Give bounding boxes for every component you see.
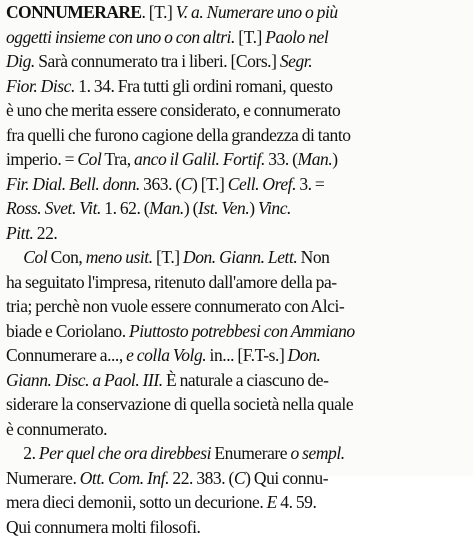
italic-text: Fir. Dial. Bell. donn. [6, 174, 140, 194]
entry-text: 22. 383. ( [169, 468, 234, 488]
italic-text: Per quel che ora direbbesi [39, 443, 211, 463]
italic-text: Cell. Oref. [228, 174, 296, 194]
entry-line [6, 0, 466, 25]
entry-line [6, 74, 466, 99]
italic-text: Giann. Disc. a Paol. III. [6, 370, 163, 390]
entry-text: ha seguitato l'impresa, ritenuto dall'amore della pa- [6, 272, 337, 292]
entry-line [6, 490, 466, 515]
entry-text: [T.] [235, 27, 265, 47]
entry-text: È naturale a ciascuno de- [163, 370, 329, 390]
entry-line [6, 515, 466, 539]
italic-text: oggetti insieme con uno o con altri. [6, 27, 235, 47]
entry-text: fra quelli che furono cagione della grandezza di tanto [6, 125, 351, 145]
italic-text: Ott. Com. Inf. [80, 468, 169, 488]
italic-text: E [267, 492, 277, 512]
entry-line [6, 343, 466, 368]
entry-line [6, 221, 466, 246]
entry-text: 33. ( [265, 149, 298, 169]
entry-text: Con, [47, 247, 85, 267]
italic-text: Don. Giann. Lett. [183, 247, 297, 267]
entry-line [6, 441, 466, 466]
entry-line [6, 25, 466, 50]
italic-text: anco il Galil. Fortif. [134, 149, 265, 169]
entry-line [6, 49, 466, 74]
entry-text: Non [297, 247, 329, 267]
entry-line [6, 294, 466, 319]
entry-text: biade e Coriolano. [6, 321, 129, 341]
italic-text: e colla Volg. [126, 345, 206, 365]
entry-text: 1. 34. Fra tutti gli ordini romani, questo [75, 76, 333, 96]
entry-text: tria; perchè non vuole essere connumerato con Alci- [6, 296, 344, 316]
entry-text: Connumerare a..., [6, 345, 126, 365]
italic-text: Fior. Disc. [6, 76, 75, 96]
entry-line [6, 123, 466, 148]
entry-line [6, 319, 466, 344]
italic-text: o sempl. [290, 443, 344, 463]
italic-text: Man. [149, 198, 184, 218]
entry-line [6, 245, 466, 270]
entry-text: in... [F.T-s.] [206, 345, 287, 365]
entry-text: siderare la conservazione di quella società nella quale [6, 394, 353, 414]
entry-text: Tra, [101, 149, 134, 169]
italic-text: Paolo nel [265, 27, 328, 47]
italic-text: Ist. Ven. [198, 198, 249, 218]
entry-text: Sarà connumerato tra i liberi. [Cors.] [35, 51, 280, 71]
entry-text: 2. [6, 443, 39, 463]
entry-text: ) Qui connu- [245, 468, 328, 488]
entry-text: è uno che merita essere considerato, e connumerato [6, 100, 340, 120]
headword: CONNUMERARE [6, 2, 142, 22]
entry-text: imperio. = [6, 149, 77, 169]
entry-text: Enumerare [211, 443, 290, 463]
italic-text: Dig. [6, 51, 35, 71]
entry-text: Numerare. [6, 468, 80, 488]
italic-text: Vinc. [258, 198, 291, 218]
italic-text: Ross. Svet. Vit. [6, 198, 101, 218]
entry-line [6, 98, 466, 123]
entry-text: ) ( [184, 198, 198, 218]
italic-text: Col [77, 149, 101, 169]
entry-text: 22. [33, 223, 57, 243]
italic-text: meno usit. [86, 247, 153, 267]
entry-text: è connumerato. [6, 419, 107, 439]
italic-text: Man. [298, 149, 333, 169]
entry-line [6, 417, 466, 442]
entry-text: 4. 59. [277, 492, 316, 512]
entry-text: ) [332, 149, 337, 169]
entry-text: . [T.] [142, 2, 176, 22]
entry-line [6, 147, 466, 172]
entry-text: 3. = [296, 174, 324, 194]
entry-text: Qui connumera molti filosofi. [6, 517, 200, 537]
entry-text: mera dieci demonii, sotto un decurione. [6, 492, 267, 512]
entry-line [6, 466, 466, 491]
dictionary-entry-connumerare [6, 0, 468, 539]
entry-text: 363. ( [140, 174, 181, 194]
italic-text: Segr. [280, 51, 312, 71]
italic-text: C [234, 468, 245, 488]
italic-text: Piuttosto potrebbesi con Ammiano [129, 321, 355, 341]
entry-line [6, 270, 466, 295]
entry-text: [T.] [153, 247, 183, 267]
entry-text: 1. 62. ( [101, 198, 149, 218]
entry-text: ) [T.] [192, 174, 228, 194]
entry-line [6, 392, 466, 417]
italic-text: C [181, 174, 192, 194]
italic-text: Don. [288, 345, 321, 365]
entry-line [6, 172, 466, 197]
italic-text: Col [23, 247, 47, 267]
italic-text: Pitt. [6, 223, 33, 243]
entry-text [6, 247, 23, 267]
entry-line [6, 368, 466, 393]
italic-text: V. a. Numerare uno o più [176, 2, 338, 22]
entry-text: ) [249, 198, 258, 218]
entry-line [6, 196, 466, 221]
